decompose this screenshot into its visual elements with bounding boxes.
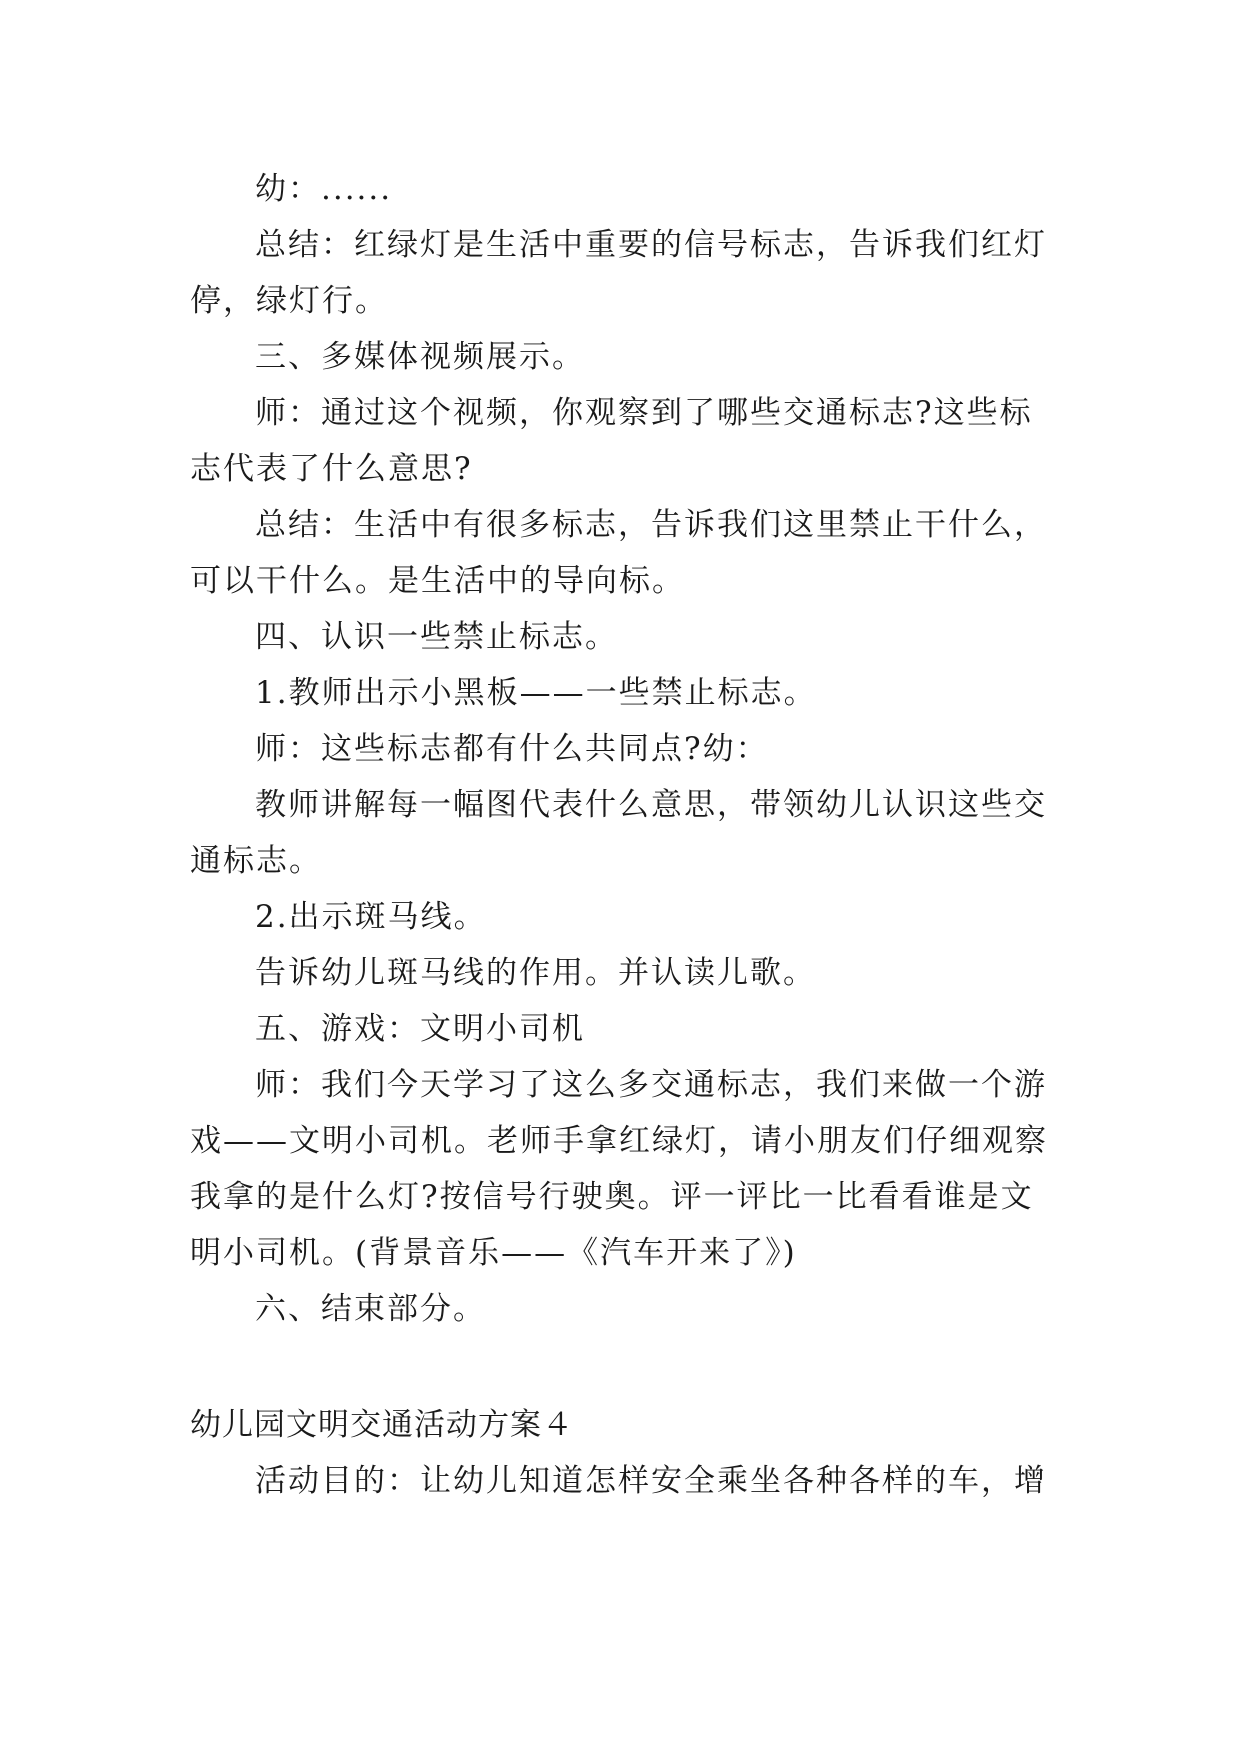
paragraph-line: 停，绿灯行。 — [190, 283, 388, 319]
section-heading: 三、多媒体视频展示。 — [255, 339, 585, 375]
section-heading: 五、游戏：文明小司机 — [255, 1011, 585, 1047]
paragraph-line: 教师讲解每一幅图代表什么意思，带领幼儿认识这些交 — [255, 787, 1047, 823]
paragraph-line: 明小司机。(背景音乐——《汽车开来了》) — [190, 1235, 797, 1271]
paragraph-line: 告诉幼儿斑马线的作用。并认读儿歌。 — [255, 955, 816, 991]
paragraph-line: 我拿的是什么灯?按信号行驶奥。评一评比一比看看谁是文 — [190, 1179, 1034, 1215]
paragraph-line: 师：这些标志都有什么共同点?幼： — [255, 731, 769, 767]
section-heading: 四、认识一些禁止标志。 — [255, 619, 618, 655]
paragraph-line: 师：通过这个视频，你观察到了哪些交通标志?这些标 — [255, 395, 1033, 431]
paragraph-line: 1.教师出示小黑板——一些禁止标志。 — [255, 675, 817, 711]
paragraph-line: 通标志。 — [190, 843, 322, 879]
paragraph-line: 幼：...... — [255, 171, 393, 207]
paragraph-line: 总结：生活中有很多标志，告诉我们这里禁止干什么， — [255, 507, 1047, 543]
paragraph-line: 志代表了什么意思? — [190, 451, 473, 487]
paragraph-line: 总结：红绿灯是生活中重要的信号标志，告诉我们红灯 — [255, 227, 1047, 263]
paragraph-line: 戏——文明小司机。老师手拿红绿灯，请小朋友们仔细观察 — [190, 1123, 1048, 1159]
paragraph-line: 师：我们今天学习了这么多交通标志，我们来做一个游 — [255, 1067, 1047, 1103]
paragraph-line: 可以干什么。是生活中的导向标。 — [190, 563, 685, 599]
document-title: 幼儿园文明交通活动方案４ — [190, 1407, 574, 1443]
paragraph-line: 2.出示斑马线。 — [255, 899, 487, 935]
paragraph-line: 活动目的：让幼儿知道怎样安全乘坐各种各样的车，增 — [255, 1463, 1047, 1499]
section-heading: 六、结束部分。 — [255, 1291, 486, 1327]
